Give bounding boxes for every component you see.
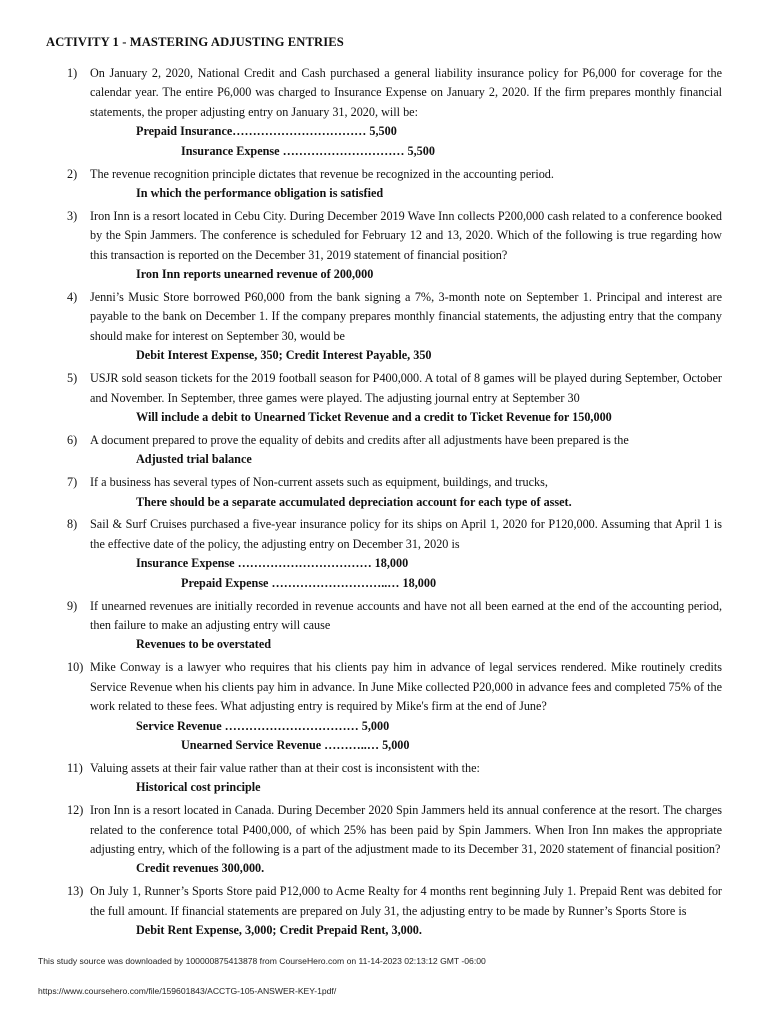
- question-text: On January 2, 2020, National Credit and Cash purchased a general liability insurance policy for P6,000 for coverage for the calendar year. The entire P6,000 was charged to Insurance Expense on January 2, 2020. If the firm prepares monthly financial statements, the proper adjusting entry on January 31, 2020, will be:: [90, 66, 722, 119]
- answer-line: Unearned Service Revenue ………..… 5,000: [181, 737, 410, 752]
- question-number: 6): [67, 432, 78, 447]
- question-number: 10): [67, 660, 84, 675]
- answer-line: Debit Interest Expense, 350; Credit Interest Payable, 350: [136, 348, 432, 363]
- question-item: [0, 473, 768, 512]
- question-item: [0, 801, 768, 879]
- question-text: A document prepared to prove the equality of debits and credits after all adjustments have been prepared is the: [90, 432, 629, 447]
- question-item: [0, 597, 768, 655]
- question-text: Sail & Surf Cruises purchased a five-year insurance policy for its ships on April 1, 2020 for P120,000. Assuming that April 1 is the effective date of the policy, the adjusting entry on December 31, 2020 is: [90, 517, 722, 551]
- answer-line: Debit Rent Expense, 3,000; Credit Prepaid Rent, 3,000.: [136, 923, 422, 938]
- question-item: [0, 882, 768, 940]
- activity-title: ACTIVITY 1 - MASTERING ADJUSTING ENTRIES: [46, 35, 344, 49]
- answer-line: Iron Inn reports unearned revenue of 200,000: [136, 267, 374, 282]
- answer-line: Adjusted trial balance: [136, 452, 252, 467]
- answer-line: Revenues to be overstated: [136, 637, 272, 652]
- answer-line: Prepaid Expense ………………………..… 18,000: [181, 575, 437, 590]
- answer-line: Insurance Expense ………………………… 5,500: [181, 143, 435, 158]
- answer-line: Service Revenue …………………………… 5,000: [136, 718, 390, 733]
- answer-line: In which the performance obligation is satisfied: [136, 185, 384, 200]
- answer-line: There should be a separate accumulated depreciation account for each type of asset.: [136, 494, 572, 509]
- answer-line: Insurance Expense …………………………… 18,000: [136, 556, 409, 571]
- question-text: If unearned revenues are initially recorded in revenue accounts and have not all been earned at the end of the accounting period, then failure to make an adjusting entry will cause: [90, 598, 722, 632]
- question-number: 8): [67, 517, 78, 532]
- question-text: USJR sold season tickets for the 2019 football season for P400,000. A total of 8 games will be played during September, October and November. In September, three games were played. The adjusting journal entry at September 30: [90, 371, 722, 405]
- answer-line: Prepaid Insurance…………………………… 5,500: [136, 124, 397, 139]
- question-item: [0, 431, 768, 470]
- question-item: [0, 207, 768, 285]
- question-text: Valuing assets at their fair value rather than at their cost is inconsistent with the:: [90, 760, 480, 775]
- source-url-link[interactable]: https://www.coursehero.com/file/159601843/ACCTG-105-ANSWER-KEY-1pdf/: [38, 986, 337, 996]
- question-item: [0, 759, 768, 798]
- question-number: 11): [67, 760, 83, 775]
- question-item: [0, 288, 768, 366]
- question-number: 4): [67, 289, 78, 304]
- question-item: [0, 165, 768, 204]
- question-item: [0, 658, 768, 755]
- question-text: Iron Inn is a resort located in Canada. During December 2020 Spin Jammers held its annual conference at the resort. The charges related to the conference total P400,000, of which 25% has been paid by Spin Jammers. When Iron Inn makes the appropriate adjusting entry, which of the following is a part of the adjustment made to its December 31, 2020 statement of financial position?: [90, 803, 722, 856]
- question-item: [0, 64, 768, 161]
- question-item: [0, 515, 768, 593]
- question-text: On July 1, Runner’s Sports Store paid P12,000 to Acme Realty for 4 months rent beginning July 1. Prepaid Rent was debited for the full amount. If financial statements are prepared on July 31, the adjusting entry to be made by Runner’s Sports Store is: [90, 884, 722, 918]
- answer-line: Credit revenues 300,000.: [136, 861, 265, 876]
- question-text: Jenni’s Music Store borrowed P60,000 from the bank signing a 7%, 3-month note on September 1. Principal and interest are payable to the bank on December 1. If the company prepares monthly financial statements, the adjusting entry that the company should make for interest on September 30, would be: [90, 289, 722, 343]
- question-text: Iron Inn is a resort located in Cebu City. During December 2019 Wave Inn collects P200,000 cash related to a conference booked by the Spin Jammers. The conference is scheduled for February 12 and 13, 2020. Which of the following is true regarding how this transaction is reported on the December 31, 2019 statement of financial position?: [90, 208, 722, 262]
- question-text: Mike Conway is a lawyer who requires that his clients pay him in advance of legal services rendered. Mike routinely credits Service Revenue when his clients pay him in advance. In June Mike collected P20,000 in advance fees and completed 75% of the work related to these fees. What adjusting entry is required by Mike's firm at the end of June?: [90, 660, 722, 714]
- question-number: 3): [67, 208, 78, 223]
- answer-line: Historical cost principle: [136, 780, 261, 795]
- question-text: The revenue recognition principle dictates that revenue be recognized in the accounting period.: [90, 166, 554, 181]
- question-number: 13): [67, 884, 84, 899]
- question-item: [0, 369, 768, 427]
- answer-line: Will include a debit to Unearned Ticket Revenue and a credit to Ticket Revenue for 150,000: [136, 409, 612, 424]
- question-list: [0, 64, 768, 944]
- download-notice: This study source was downloaded by 100000875413878 from CourseHero.com on 11-14-2023 02:13:12 GMT -06:00: [38, 956, 486, 966]
- question-number: 2): [67, 166, 78, 181]
- question-number: 7): [67, 475, 78, 490]
- question-text: If a business has several types of Non-current assets such as equipment, buildings, and trucks,: [90, 475, 548, 490]
- question-number: 9): [67, 598, 78, 613]
- question-number: 1): [67, 66, 78, 80]
- question-number: 5): [67, 371, 78, 386]
- question-number: 12): [67, 803, 84, 818]
